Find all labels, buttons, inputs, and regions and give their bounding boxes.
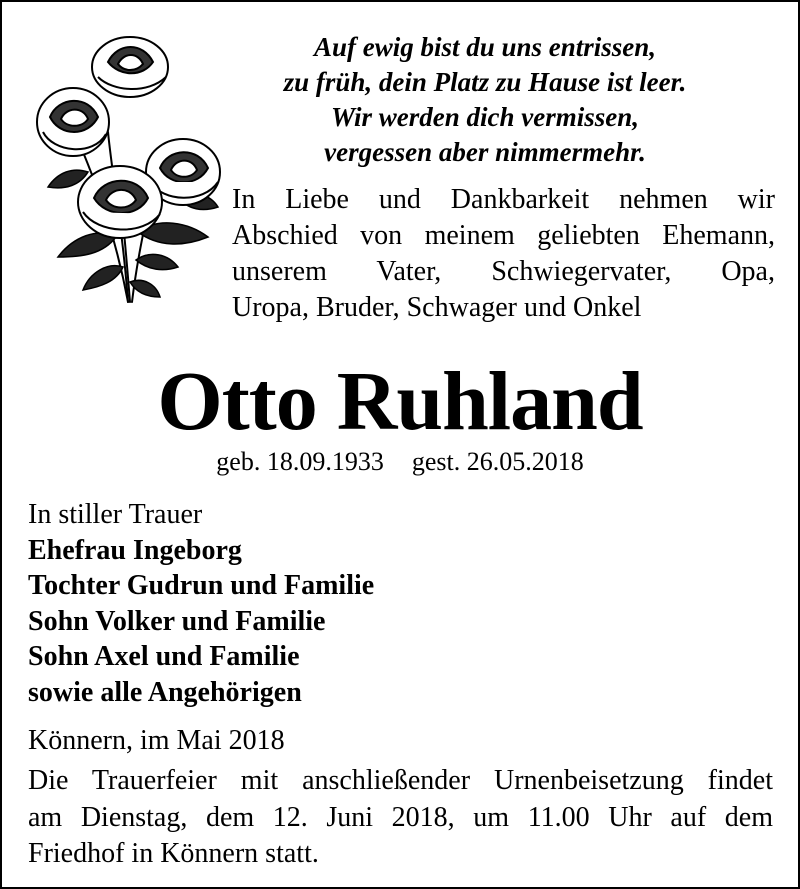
deceased-name: Otto Ruhland: [157, 355, 643, 448]
service-line: am Dienstag, dem 12. Juni 2018, um 11.00 Uhr auf dem: [28, 801, 773, 833]
birth-date: geb. 18.09.1933: [216, 447, 384, 476]
service-info: [28, 763, 773, 873]
poem-line: Auf ewig bist du uns entrissen,: [313, 32, 657, 62]
intro-text: [232, 182, 775, 326]
service-line: Friedhof in Könnern statt.: [28, 838, 319, 869]
mourners-list: [28, 497, 528, 710]
place-date: Könnern, im Mai 2018: [28, 725, 285, 756]
intro-line: Abschied von meinem geliebten Ehemann,: [232, 220, 775, 251]
poem-line: Wir werden dich vermissen,: [330, 102, 639, 132]
mourner-name: Ehefrau Ingeborg: [28, 534, 242, 566]
poem-line: vergessen aber nimmermehr.: [324, 137, 646, 167]
intro-line: unserem Vater, Schwiegervater, Opa,: [232, 256, 775, 287]
mourner-name: Sohn Volker und Familie: [28, 605, 326, 637]
roses-icon: [28, 22, 223, 307]
mourner-name: Sohn Axel und Familie: [28, 641, 300, 672]
service-line: Die Trauerfeier mit anschließender Urnenbeisetzung findet: [28, 765, 773, 796]
poem: [240, 30, 730, 170]
death-date: gest. 26.05.2018: [411, 447, 584, 476]
life-dates: [0, 447, 800, 477]
intro-line: Uropa, Bruder, Schwager und Onkel: [232, 292, 642, 323]
mourner-name: sowie alle Angehörigen: [28, 676, 302, 708]
poem-line: zu früh, dein Platz zu Hause ist leer.: [283, 67, 687, 97]
mourner-name: Tochter Gudrun und Familie: [28, 570, 375, 601]
mourners-heading: In stiller Trauer: [28, 499, 203, 530]
intro-line: In Liebe und Dankbarkeit nehmen wir: [232, 184, 775, 215]
